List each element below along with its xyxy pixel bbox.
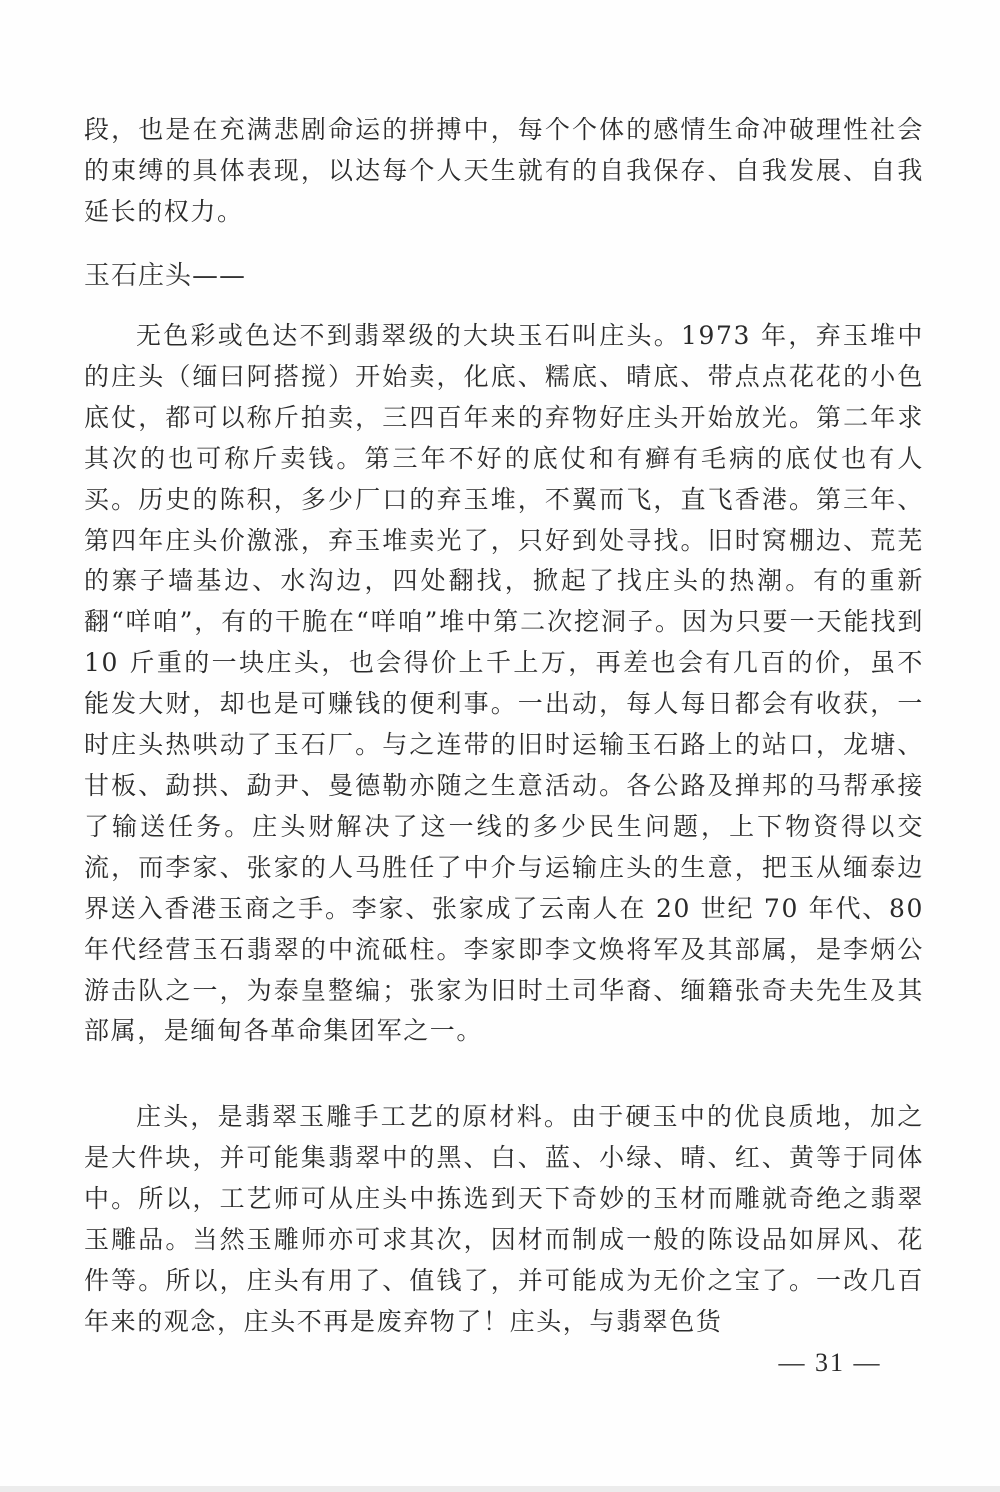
page-number: — 31 — [778,1348,882,1377]
body-paragraph-2: 庄头，是翡翠玉雕手工艺的原材料。由于硬玉中的优良质地，加之是大件块，并可能集翡翠中的黑、白、蓝、小绿、晴、红、黄等于同体中。所以，工艺师可从庄头中拣选到天下奇妙的玉材而雕就奇绝之翡翠玉雕品。当然玉雕师亦可求其次，因材而制成一般的陈设品如屏风、花件等。所以，庄头有用了、值钱了，并可能成为无价之宝了。一改几百年来的观念，庄头不再是废弃物了！庄头，与翡翠色货 [84,1102,924,1336]
body-paragraph-1: 无色彩或色达不到翡翠级的大块玉石叫庄头。1973 年，弃玉堆中的庄头（缅曰阿搭搅）开始卖，化底、糯底、晴底、带点点花花的小色底仗，都可以称斤拍卖，三四百年来的弃物好庄头开始放光。第二年求其次的也可称斤卖钱。第三年不好的底仗和有癣有毛病的底仗也有人买。历史的陈积，多少厂口的弃玉堆，不翼而飞，直飞香港。第三年、第四年庄头价激涨，弃玉堆卖光了，只好到处寻找。旧时窝棚边、荒芜的寨子墙基边、水沟边，四处翻找，掀起了找庄头的热潮。有的重新翻“咩咱”，有的干脆在“咩咱”堆中第二次挖洞子。因为只要一天能找到 10 斤重的一块庄头，也会得价上千上万，再差也会有几百的价，虽不能发大财，却也是可赚钱的便利事。一出动，每人每日都会有收获，一时庄头热哄动了玉石厂。与之连带的旧时运输玉石路上的站口，龙塘、甘板、勐拱、勐尹、曼德勒亦随之生意活动。各公路及掸邦的马帮承接了输送任务。庄头财解决了这一线的多少民生问题，上下物资得以交流，而李家、张家的人马胜任了中介与运输庄头的生意，把玉从缅泰边界送入香港玉商之手。李家、张家成了云南人在 20 世纪 70 年代、80 年代经营玉石翡翠的中流砥柱。李家即李文焕将军及其部属，是李炳公游击队之一，为泰皇整编；张家为旧时土司华裔、缅籍张奇夫先生及其部属，是缅甸各革命集团军之一。 [84,321,925,1046]
opening-paragraph: 段，也是在充满悲剧命运的拼搏中，每个个体的感情生命冲破理性社会的束缚的具体表现，以达每个人天生就有的自我保存、自我发展、自我延长的权力。 [84,115,924,226]
section-heading: 玉石庄头—— [84,261,247,291]
page-bottom-edge [0,1486,1000,1492]
